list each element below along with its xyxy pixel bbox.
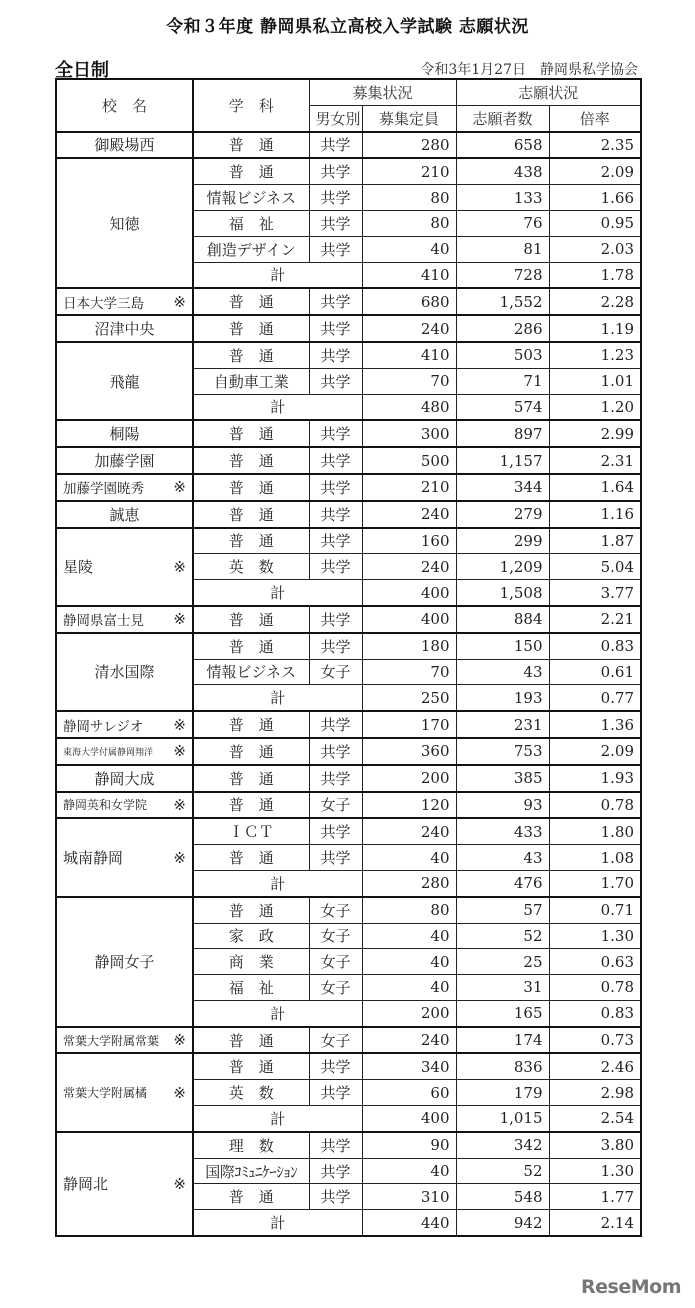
applicants-cell: 174 — [456, 1027, 549, 1054]
subtotal-label: 計 — [193, 262, 362, 288]
department-cell: 英 数 — [193, 1080, 309, 1106]
capacity-cell: 680 — [362, 288, 456, 315]
ratio-cell: 2.35 — [549, 132, 641, 159]
department-cell: 福 祉 — [193, 210, 309, 236]
school-name: 加藤学園 — [94, 452, 155, 471]
gender-cell: 共学 — [309, 1053, 362, 1079]
gender-cell: 共学 — [309, 447, 362, 474]
gender-cell: 共学 — [309, 288, 362, 315]
capacity-cell: 160 — [362, 528, 456, 554]
ratio-cell: 0.83 — [549, 633, 641, 659]
note-mark: ※ — [173, 795, 186, 814]
note-mark: ※ — [173, 1083, 186, 1102]
gender-cell: 共学 — [309, 1132, 362, 1158]
header-gender: 男女別 — [309, 105, 362, 131]
table-row — [56, 132, 641, 159]
school-name: 常葉大学附属橘 — [63, 1086, 148, 1101]
table-row — [56, 528, 641, 554]
applicants-cell: 179 — [456, 1080, 549, 1106]
ratio-cell: 1.64 — [549, 474, 641, 501]
school-name-cell — [56, 765, 193, 792]
capacity-cell: 70 — [362, 659, 456, 685]
category-label: 全日制 — [55, 60, 109, 81]
gender-cell: 共学 — [309, 315, 362, 342]
capacity-cell: 310 — [362, 1184, 456, 1210]
ratio-cell: 1.30 — [549, 923, 641, 949]
department-cell: 普 通 — [193, 158, 309, 184]
gender-cell: 共学 — [309, 1080, 362, 1106]
capacity-cell: 210 — [362, 158, 456, 184]
school-name: 飛龍 — [109, 372, 140, 391]
header-capacity: 募集定員 — [362, 105, 456, 131]
applicants-cell: 344 — [456, 474, 549, 501]
gender-cell: 女子 — [309, 949, 362, 975]
ratio-cell: 2.09 — [549, 158, 641, 184]
ratio-cell: 2.99 — [549, 420, 641, 447]
table-row — [56, 1132, 641, 1158]
applicants-cell: 52 — [456, 1158, 549, 1184]
school-name: 東海大学付属静岡翔洋 — [63, 747, 154, 758]
ratio-cell: 1.16 — [549, 501, 641, 528]
department-cell: 普 通 — [193, 528, 309, 554]
ratio-cell: 0.73 — [549, 1027, 641, 1054]
subtotal-capacity: 250 — [362, 685, 456, 711]
subtotal-capacity: 200 — [362, 1000, 456, 1026]
subtotal-capacity: 410 — [362, 262, 456, 288]
subtotal-ratio: 1.78 — [549, 262, 641, 288]
school-name-cell — [56, 288, 193, 315]
department-cell: 普 通 — [193, 342, 309, 368]
capacity-cell: 40 — [362, 923, 456, 949]
department-cell: 理 数 — [193, 1132, 309, 1158]
gender-cell: 共学 — [309, 1158, 362, 1184]
ratio-cell: 1.36 — [549, 711, 641, 738]
school-name-cell — [56, 606, 193, 633]
department-cell: 福 祉 — [193, 975, 309, 1001]
subtotal-applicants: 165 — [456, 1000, 549, 1026]
applicants-cell: 1,552 — [456, 288, 549, 315]
gender-cell: 共学 — [309, 818, 362, 844]
school-name-cell — [56, 792, 193, 819]
school-name-cell — [56, 711, 193, 738]
school-name-cell — [56, 1053, 193, 1131]
subtotal-applicants: 1,508 — [456, 580, 549, 606]
table-row — [56, 158, 641, 184]
school-name-cell — [56, 1027, 193, 1054]
school-name: 加藤学園暁秀 — [63, 481, 144, 498]
school-name: 知徳 — [109, 214, 140, 233]
capacity-cell: 240 — [362, 501, 456, 528]
school-name: 桐陽 — [109, 425, 140, 444]
school-name: 誠恵 — [109, 505, 140, 524]
note-mark: ※ — [173, 1174, 186, 1193]
department-cell: 英 数 — [193, 554, 309, 580]
subtotal-ratio: 0.83 — [549, 1000, 641, 1026]
gender-cell: 共学 — [309, 711, 362, 738]
school-name: 静岡女子 — [94, 953, 155, 972]
school-name: 静岡大成 — [94, 769, 155, 788]
subtotal-capacity: 400 — [362, 1106, 456, 1132]
subheader — [55, 56, 640, 81]
capacity-cell: 240 — [362, 818, 456, 844]
school-name-cell — [56, 738, 193, 765]
school-name: 常葉大学附属常葉 — [63, 1033, 160, 1048]
gender-cell: 共学 — [309, 738, 362, 765]
header-recruitment-status: 募集状況 — [309, 79, 456, 105]
ratio-cell: 0.63 — [549, 949, 641, 975]
gender-cell: 共学 — [309, 528, 362, 554]
department-cell: 普 通 — [193, 420, 309, 447]
subtotal-ratio: 1.70 — [549, 870, 641, 896]
department-cell: 創造デザイン — [193, 236, 309, 262]
ratio-cell: 2.03 — [549, 236, 641, 262]
capacity-cell: 240 — [362, 1027, 456, 1054]
applicants-cell: 548 — [456, 1184, 549, 1210]
applicants-cell: 231 — [456, 711, 549, 738]
department-cell: 普 通 — [193, 845, 309, 871]
ratio-cell: 0.95 — [549, 210, 641, 236]
applicants-cell: 897 — [456, 420, 549, 447]
ratio-cell: 1.66 — [549, 185, 641, 211]
header-ratio: 倍率 — [549, 105, 641, 131]
capacity-cell: 40 — [362, 236, 456, 262]
capacity-cell: 170 — [362, 711, 456, 738]
capacity-cell: 180 — [362, 633, 456, 659]
subtotal-label: 計 — [193, 1000, 362, 1026]
header-applicants: 志願者数 — [456, 105, 549, 131]
gender-cell: 共学 — [309, 474, 362, 501]
subtotal-applicants: 1,015 — [456, 1106, 549, 1132]
gender-cell: 共学 — [309, 236, 362, 262]
capacity-cell: 40 — [362, 1158, 456, 1184]
table-row — [56, 792, 641, 819]
ratio-cell: 0.61 — [549, 659, 641, 685]
table-row — [56, 1053, 641, 1079]
subtotal-applicants: 728 — [456, 262, 549, 288]
gender-cell: 女子 — [309, 923, 362, 949]
table-row — [56, 501, 641, 528]
table-row — [56, 765, 641, 792]
gender-cell: 共学 — [309, 132, 362, 159]
subtotal-label: 計 — [193, 1106, 362, 1132]
gender-cell: 女子 — [309, 792, 362, 819]
capacity-cell: 410 — [362, 342, 456, 368]
applicants-cell: 438 — [456, 158, 549, 184]
capacity-cell: 80 — [362, 210, 456, 236]
gender-cell: 共学 — [309, 185, 362, 211]
applicants-cell: 433 — [456, 818, 549, 844]
ratio-cell: 5.04 — [549, 554, 641, 580]
applicants-cell: 836 — [456, 1053, 549, 1079]
department-cell: 普 通 — [193, 288, 309, 315]
department-cell: 普 通 — [193, 765, 309, 792]
school-name-cell — [56, 420, 193, 447]
gender-cell: 共学 — [309, 420, 362, 447]
department-cell: 普 通 — [193, 633, 309, 659]
table-row — [56, 818, 641, 844]
capacity-cell: 280 — [362, 132, 456, 159]
capacity-cell: 120 — [362, 792, 456, 819]
ratio-cell: 1.23 — [549, 342, 641, 368]
department-cell: 普 通 — [193, 792, 309, 819]
ratio-cell: 1.01 — [549, 368, 641, 394]
table-row — [56, 342, 641, 368]
subtotal-applicants: 942 — [456, 1210, 549, 1236]
header-department: 学 科 — [193, 79, 309, 132]
capacity-cell: 300 — [362, 420, 456, 447]
capacity-cell: 80 — [362, 185, 456, 211]
capacity-cell: 340 — [362, 1053, 456, 1079]
header-application-status: 志願状況 — [456, 79, 641, 105]
applicants-cell: 133 — [456, 185, 549, 211]
gender-cell: 共学 — [309, 765, 362, 792]
capacity-cell: 40 — [362, 975, 456, 1001]
table-row — [56, 606, 641, 633]
capacity-cell: 40 — [362, 949, 456, 975]
subtotal-label: 計 — [193, 394, 362, 420]
applicants-cell: 150 — [456, 633, 549, 659]
department-cell: 普 通 — [193, 606, 309, 633]
note-mark: ※ — [173, 848, 186, 867]
subtotal-applicants: 476 — [456, 870, 549, 896]
table-row — [56, 711, 641, 738]
subtotal-capacity: 480 — [362, 394, 456, 420]
gender-cell: 共学 — [309, 368, 362, 394]
capacity-cell: 60 — [362, 1080, 456, 1106]
date-and-issuer: 令和3年1月27日 静岡県私学協会 — [420, 62, 638, 78]
ratio-cell: 0.78 — [549, 975, 641, 1001]
capacity-cell: 360 — [362, 738, 456, 765]
ratio-cell: 1.77 — [549, 1184, 641, 1210]
note-mark: ※ — [173, 610, 186, 629]
school-name-cell — [56, 315, 193, 342]
applicants-cell: 43 — [456, 659, 549, 685]
school-name: 日本大学三島 — [63, 295, 144, 312]
note-mark: ※ — [173, 742, 186, 761]
applicants-cell: 342 — [456, 1132, 549, 1158]
document-title: 令和３年度 静岡県私立高校入学試験 志願状況 — [166, 17, 529, 37]
applicants-cell: 884 — [456, 606, 549, 633]
department-cell: 商 業 — [193, 949, 309, 975]
department-cell: 普 通 — [193, 132, 309, 159]
subtotal-label: 計 — [193, 1210, 362, 1236]
capacity-cell: 90 — [362, 1132, 456, 1158]
department-cell: 普 通 — [193, 315, 309, 342]
gender-cell: 共学 — [309, 1184, 362, 1210]
school-name: 御殿場西 — [94, 136, 155, 155]
ratio-cell: 2.98 — [549, 1080, 641, 1106]
subtotal-ratio: 2.54 — [549, 1106, 641, 1132]
applicants-cell: 658 — [456, 132, 549, 159]
school-name-cell — [56, 501, 193, 528]
school-name-cell — [56, 474, 193, 501]
application-status-table — [55, 78, 642, 1237]
subtotal-capacity: 280 — [362, 870, 456, 896]
table-row — [56, 1027, 641, 1054]
school-name: 静岡英和女学院 — [63, 798, 148, 813]
department-cell: 情報ビジネス — [193, 659, 309, 685]
ratio-cell: 1.30 — [549, 1158, 641, 1184]
gender-cell: 共学 — [309, 554, 362, 580]
school-name: 城南静岡 — [63, 849, 124, 867]
subtotal-capacity: 440 — [362, 1210, 456, 1236]
table-body — [56, 132, 641, 1236]
gender-cell: 女子 — [309, 659, 362, 685]
capacity-cell: 210 — [362, 474, 456, 501]
applicants-cell: 25 — [456, 949, 549, 975]
table-row — [56, 420, 641, 447]
gender-cell: 共学 — [309, 606, 362, 633]
table-row — [56, 897, 641, 923]
capacity-cell: 40 — [362, 845, 456, 871]
ratio-cell: 1.08 — [549, 845, 641, 871]
ratio-cell: 3.80 — [549, 1132, 641, 1158]
applicants-cell: 503 — [456, 342, 549, 368]
school-name-cell — [56, 132, 193, 159]
gender-cell: 共学 — [309, 845, 362, 871]
department-cell: 自動車工業 — [193, 368, 309, 394]
department-cell: 普 通 — [193, 474, 309, 501]
applicants-cell: 753 — [456, 738, 549, 765]
school-name-cell — [56, 342, 193, 420]
applicants-cell: 1,209 — [456, 554, 549, 580]
applicants-cell: 279 — [456, 501, 549, 528]
subtotal-label: 計 — [193, 580, 362, 606]
school-name: 沼津中央 — [94, 320, 155, 339]
gender-cell: 共学 — [309, 501, 362, 528]
ratio-cell: 2.09 — [549, 738, 641, 765]
subtotal-applicants: 193 — [456, 685, 549, 711]
department-cell: 国際ｺﾐｭﾆｹｰｼｮﾝ — [193, 1158, 309, 1184]
subtotal-ratio: 0.77 — [549, 685, 641, 711]
capacity-cell: 200 — [362, 765, 456, 792]
note-mark: ※ — [173, 1031, 186, 1050]
school-name-cell — [56, 633, 193, 711]
school-name-cell — [56, 528, 193, 606]
header-school: 校 名 — [56, 79, 193, 132]
applicants-cell: 1,157 — [456, 447, 549, 474]
department-cell: 普 通 — [193, 711, 309, 738]
subtotal-label: 計 — [193, 685, 362, 711]
table-row — [56, 447, 641, 474]
department-cell: 普 通 — [193, 897, 309, 923]
ratio-cell: 2.28 — [549, 288, 641, 315]
table-row — [56, 315, 641, 342]
subtotal-capacity: 400 — [362, 580, 456, 606]
gender-cell: 女子 — [309, 975, 362, 1001]
applicants-cell: 93 — [456, 792, 549, 819]
capacity-cell: 80 — [362, 897, 456, 923]
department-cell: 情報ビジネス — [193, 185, 309, 211]
capacity-cell: 400 — [362, 606, 456, 633]
department-cell: 普 通 — [193, 1027, 309, 1054]
applicants-cell: 76 — [456, 210, 549, 236]
school-name-cell — [56, 158, 193, 288]
school-name-cell — [56, 447, 193, 474]
applicants-cell: 57 — [456, 897, 549, 923]
ratio-cell: 1.19 — [549, 315, 641, 342]
note-mark: ※ — [173, 478, 186, 497]
table-row — [56, 633, 641, 659]
note-mark: ※ — [173, 292, 186, 311]
gender-cell: 共学 — [309, 633, 362, 659]
subtotal-ratio: 2.14 — [549, 1210, 641, 1236]
school-name: 静岡サレジオ — [63, 718, 144, 735]
gender-cell: 共学 — [309, 342, 362, 368]
capacity-cell: 500 — [362, 447, 456, 474]
capacity-cell: 240 — [362, 554, 456, 580]
table-row — [56, 474, 641, 501]
capacity-cell: 70 — [362, 368, 456, 394]
school-name-cell — [56, 897, 193, 1027]
applicants-cell: 385 — [456, 765, 549, 792]
gender-cell: 女子 — [309, 897, 362, 923]
ratio-cell: 2.46 — [549, 1053, 641, 1079]
gender-cell: 共学 — [309, 210, 362, 236]
ratio-cell: 1.80 — [549, 818, 641, 844]
applicants-cell: 52 — [456, 923, 549, 949]
applicants-cell: 286 — [456, 315, 549, 342]
subtotal-ratio: 1.20 — [549, 394, 641, 420]
note-mark: ※ — [173, 557, 186, 576]
department-cell: 普 通 — [193, 447, 309, 474]
ratio-cell: 0.78 — [549, 792, 641, 819]
ratio-cell: 0.71 — [549, 897, 641, 923]
ratio-cell: 2.31 — [549, 447, 641, 474]
school-name: 星陵 — [63, 558, 94, 577]
applicants-cell: 43 — [456, 845, 549, 871]
school-name-cell — [56, 1132, 193, 1236]
subtotal-label: 計 — [193, 870, 362, 896]
applicants-cell: 299 — [456, 528, 549, 554]
school-name: 清水国際 — [94, 663, 155, 682]
department-cell: 家 政 — [193, 923, 309, 949]
department-cell: ＩＣＴ — [193, 818, 309, 844]
gender-cell: 女子 — [309, 1027, 362, 1054]
applicants-cell: 71 — [456, 368, 549, 394]
department-cell: 普 通 — [193, 1184, 309, 1210]
table-row — [56, 738, 641, 765]
school-name: 静岡県富士見 — [63, 613, 144, 630]
table-row — [56, 288, 641, 315]
capacity-cell: 240 — [362, 315, 456, 342]
ratio-cell: 1.87 — [549, 528, 641, 554]
subtotal-applicants: 574 — [456, 394, 549, 420]
subtotal-ratio: 3.77 — [549, 580, 641, 606]
department-cell: 普 通 — [193, 501, 309, 528]
applicants-cell: 81 — [456, 236, 549, 262]
school-name: 静岡北 — [63, 1175, 109, 1194]
ratio-cell: 1.93 — [549, 765, 641, 792]
department-cell: 普 通 — [193, 738, 309, 765]
resemom-logo: ReseMom — [581, 1276, 681, 1298]
gender-cell: 共学 — [309, 158, 362, 184]
department-cell: 普 通 — [193, 1053, 309, 1079]
school-name-cell — [56, 818, 193, 896]
applicants-cell: 31 — [456, 975, 549, 1001]
ratio-cell: 2.21 — [549, 606, 641, 633]
note-mark: ※ — [173, 715, 186, 734]
